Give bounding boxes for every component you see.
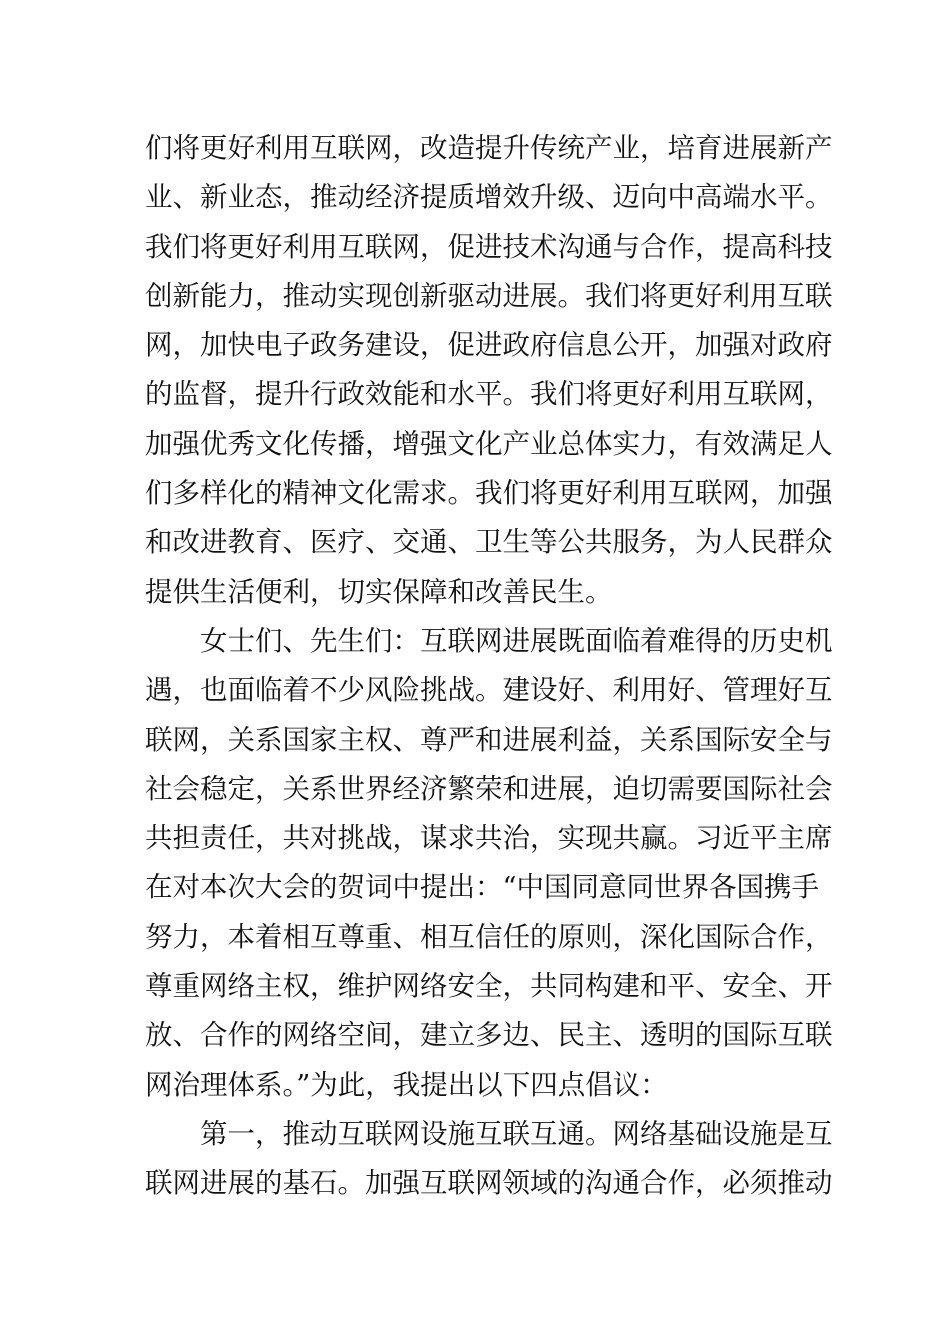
text-line: 放、合作的网络空间，建立多边、民主、透明的国际互联: [145, 1019, 833, 1052]
text-line: 社会稳定，关系世界经济繁荣和进展，迫切需要国际社会: [145, 772, 833, 805]
text-line: 共担责任，共对挑战，谋求共治，实现共赢。习近平主席: [145, 822, 833, 855]
text-line: 尊重网络主权，维护网络安全，共同构建和平、安全、开: [145, 970, 833, 1003]
text-line: 在对本次大会的贺词中提出：“中国同意同世界各国携手: [145, 871, 820, 904]
text-line: 网治理体系。”为此，我提出以下四点倡议：: [145, 1068, 668, 1101]
text-line: 们多样化的精神文化需求。我们将更好利用互联网，加强: [145, 477, 833, 510]
text-line: 网，加快电子政务建设，促进政府信息公开，加强对政府: [145, 329, 833, 362]
text-line: 联网进展的基石。加强互联网领域的沟通合作，必须推动: [145, 1167, 833, 1200]
text-line: 和改进教育、医疗、交通、卫生等公共服务，为人民群众: [145, 526, 833, 559]
text-line: 加强优秀文化传播，增强文化产业总体实力，有效满足人: [145, 427, 833, 460]
text-line: 联网，关系国家主权、尊严和进展利益，关系国际安全与: [145, 723, 833, 756]
paragraph-start-line: 女士们、先生们：互联网进展既面临着难得的历史机: [200, 624, 833, 657]
body-text: [145, 124, 833, 1209]
text-line: 努力，本着相互尊重、相互信任的原则，深化国际合作，: [145, 920, 833, 953]
text-line: 的监督，提升行政效能和水平。我们将更好利用互联网，: [145, 378, 833, 411]
paragraph-start-line: 第一，推动互联网设施互联互通。网络基础设施是互: [200, 1117, 833, 1150]
text-line: 我们将更好利用互联网，促进技术沟通与合作，提高科技: [145, 230, 833, 263]
text-line: 遇，也面临着不少风险挑战。建设好、利用好、管理好互: [145, 674, 833, 707]
text-line: 提供生活便利，切实保障和改善民生。: [145, 575, 613, 608]
text-line: 创新能力，推动实现创新驱动进展。我们将更好利用互联: [145, 279, 833, 312]
text-line: 们将更好利用互联网，改造提升传统产业，培育进展新产: [145, 132, 833, 164]
text-line: 业、新业态，推动经济提质增效升级、迈向中高端水平。: [145, 181, 833, 214]
